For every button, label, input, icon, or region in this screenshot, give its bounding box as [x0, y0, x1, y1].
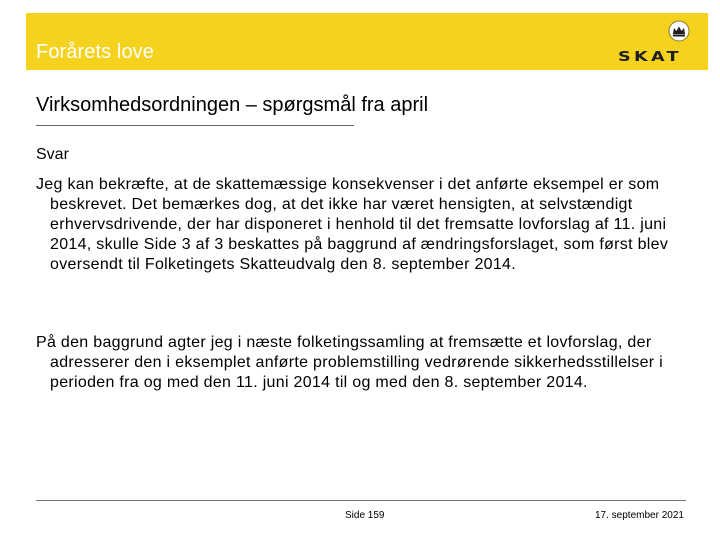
page-number: Side 159	[345, 510, 385, 521]
footer-date: 17. september 2021	[595, 510, 684, 521]
answer-paragraph: På den baggrund agter jeg i næste folketingssamling at fremsætte et lovforslag, der adresserer den i eksemplet anførte problemstilling vedrørende sikkerhedsstillelser i perioden fra og med den 11. juni 2014 til og med den 8. september 2014.	[36, 334, 664, 391]
title-divider	[36, 125, 354, 126]
answer-paragraph: Jeg kan bekræfte, at de skattemæssige konsekvenser i det anførte eksempel er som beskrevet. Det bemærkes dog, at det ikke har været hensigten, at selvstændigt erhvervsdrivende, der har disponeret i henhold til det fremsatte lovforslag af 11. juni 2014, skulle Side 3 af 3 beskattes på baggrund af ændringsforslaget, som først blev oversendt til Folketingets Skatteudvalg den 8. september 2014.	[36, 176, 669, 273]
crown-icon	[668, 20, 690, 42]
answer-heading: Svar	[36, 146, 69, 163]
slide-title: Virksomhedsordningen – spørgsmål fra april	[36, 94, 429, 116]
footer-divider	[36, 500, 686, 501]
skat-logo: SKAT	[618, 50, 682, 65]
presentation-title: Forårets love	[36, 41, 155, 63]
